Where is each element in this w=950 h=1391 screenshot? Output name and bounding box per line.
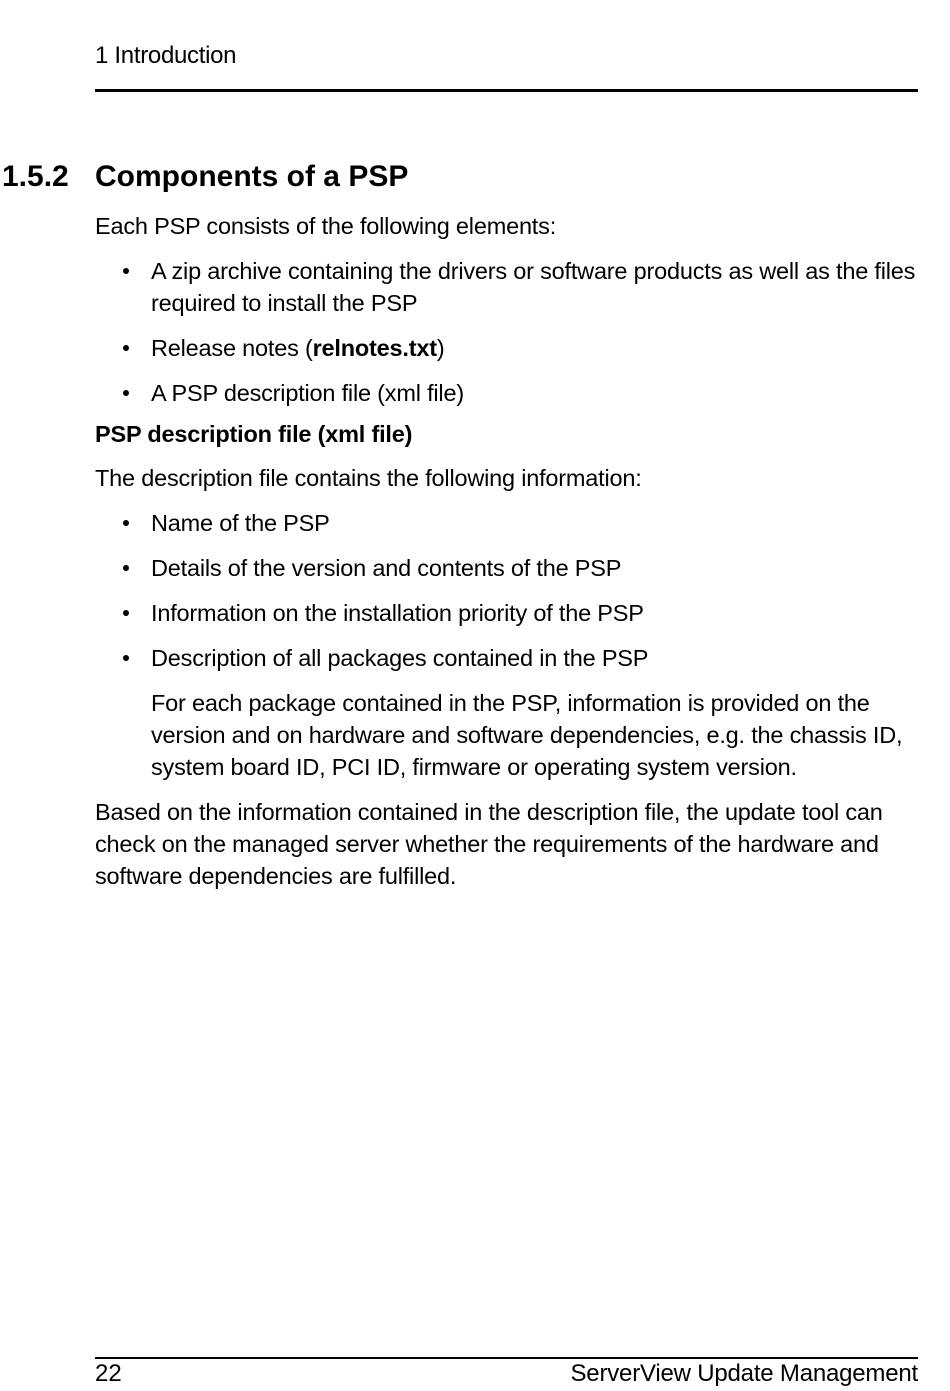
section-title: Components of a PSP — [95, 160, 409, 193]
subheading: PSP description file (xml file) — [95, 421, 413, 447]
list-item — [95, 597, 920, 629]
psp-elements-list — [95, 255, 920, 409]
description-info-list — [95, 507, 920, 674]
list-item-text: A zip archive containing the drivers or software products as well as the files required to install the PSP — [151, 258, 916, 316]
bullet-icon — [123, 655, 129, 661]
header-rule — [95, 89, 918, 92]
list-item — [95, 552, 920, 584]
list-item-text-prefix: Release notes ( — [151, 335, 313, 361]
list-item — [95, 507, 920, 539]
page-number: 22 — [95, 1360, 122, 1387]
bullet-icon — [123, 520, 129, 526]
list-item-text: Details of the version and contents of the PSP — [151, 555, 622, 581]
list-item-text: Information on the installation priority of the PSP — [151, 600, 644, 626]
document-title: ServerView Update Management — [570, 1360, 918, 1387]
bullet-icon — [123, 390, 129, 396]
release-notes-filename: relnotes.txt — [312, 335, 437, 361]
list-item — [95, 642, 920, 674]
package-note-paragraph: For each package contained in the PSP, information is provided on the version and on hardware and software dependencies, e.g. the chassis ID, system board ID, PCI ID, firmware or operating system version. — [151, 690, 903, 780]
bullet-icon — [123, 610, 129, 616]
footer-rule — [95, 1357, 918, 1359]
section-number: 1.5.2 — [2, 160, 69, 193]
bullet-icon — [123, 268, 129, 274]
list-item — [95, 255, 920, 319]
list-item-text: Name of the PSP — [151, 510, 330, 536]
list-item — [95, 377, 920, 409]
section-body — [95, 210, 920, 892]
closing-paragraph: Based on the information contained in the description file, the update tool can check on the managed server whether the requirements of the hardware and software dependencies are fulfilled. — [95, 799, 883, 889]
list-item-text: Description of all packages contained in the PSP — [151, 645, 649, 671]
list-item-text: A PSP description file (xml file) — [151, 380, 464, 406]
bullet-icon — [123, 565, 129, 571]
list-item — [95, 332, 920, 364]
description-intro-paragraph: The description file contains the following information: — [95, 465, 642, 491]
intro-paragraph: Each PSP consists of the following elements: — [95, 213, 557, 239]
running-header-chapter: 1 Introduction — [95, 42, 237, 69]
list-item-text-suffix: ) — [436, 335, 445, 361]
bullet-icon — [123, 345, 129, 351]
